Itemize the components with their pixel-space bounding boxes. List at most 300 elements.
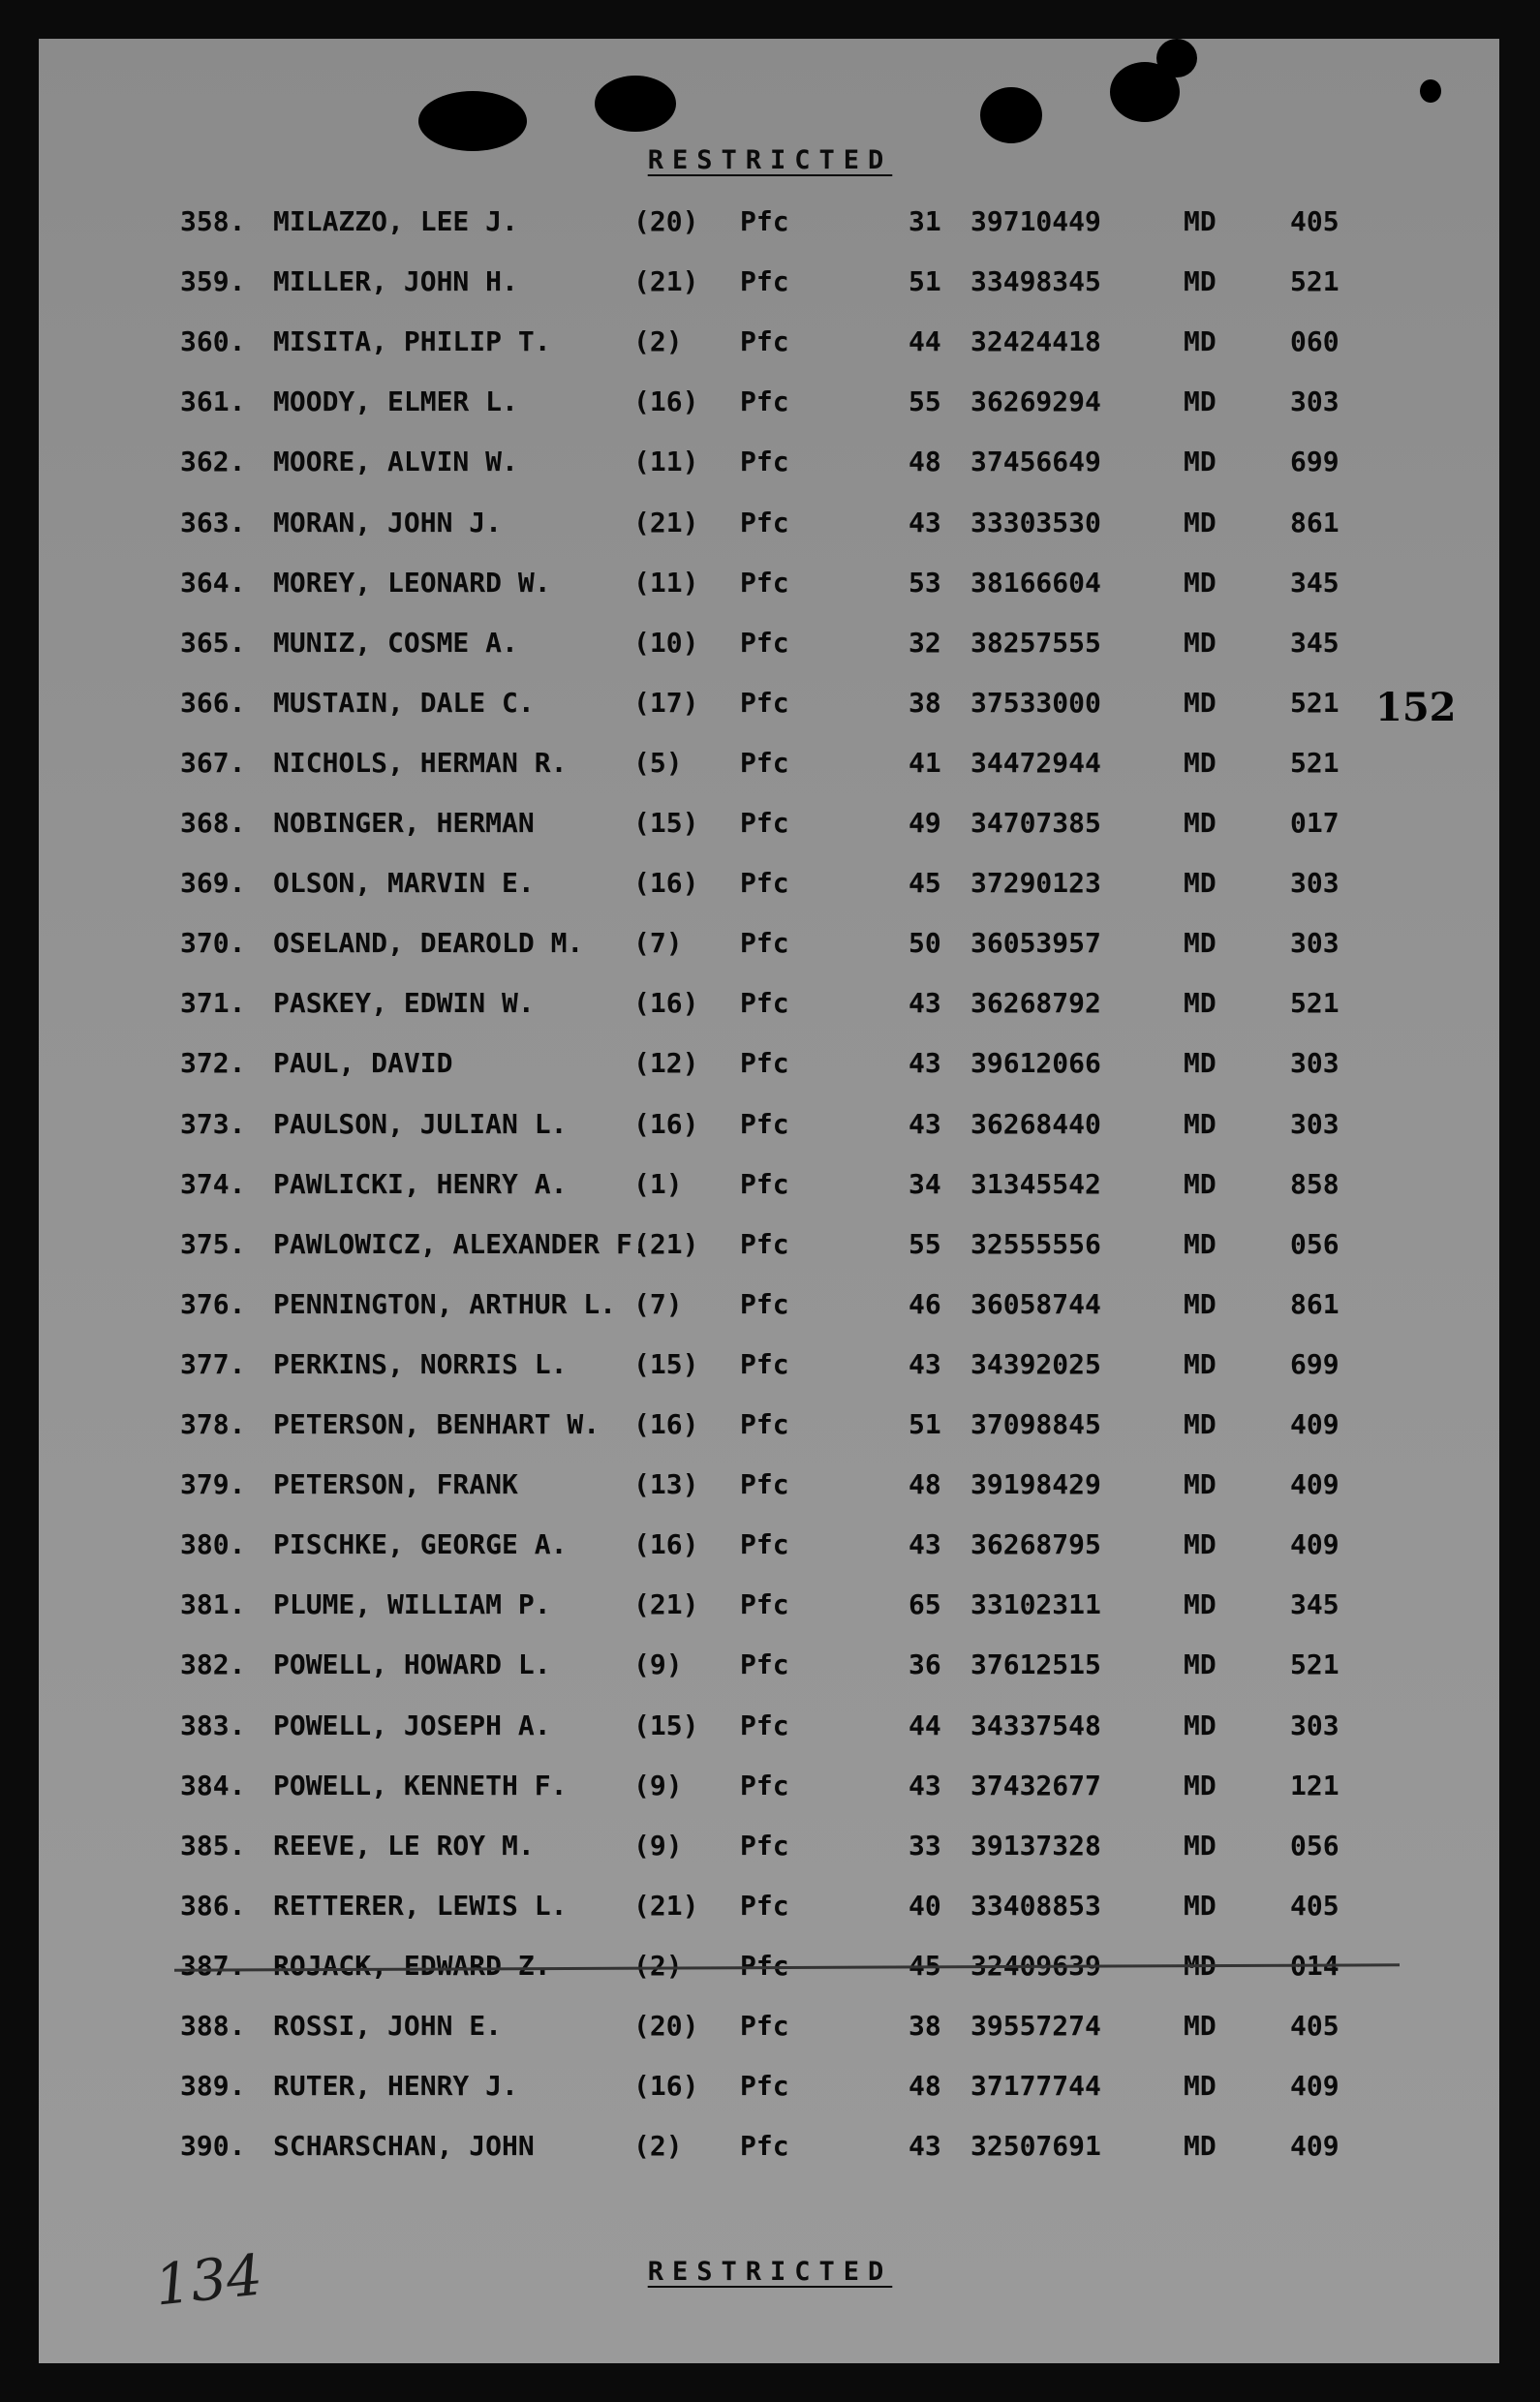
row-rank: Pfc	[740, 2070, 789, 2102]
row-rank: Pfc	[740, 446, 789, 477]
row-rank: Pfc	[740, 1770, 789, 1802]
row-name: OLSON, MARVIN E.	[273, 867, 535, 899]
row-name: PETERSON, BENHART W.	[273, 1408, 601, 1440]
row-rank: Pfc	[740, 927, 789, 959]
row-serial: 36268795	[970, 1528, 1101, 1560]
row-code: 060	[1290, 325, 1340, 357]
row-group: (5)	[633, 747, 683, 779]
row-status: MD	[1184, 1228, 1217, 1260]
row-serial: 33102311	[970, 1588, 1101, 1620]
row-number: 374.	[180, 1168, 246, 1200]
restricted-footer: RESTRICTED	[647, 2257, 893, 2287]
row-group: (15)	[633, 1709, 699, 1741]
row-name: PLUME, WILLIAM P.	[273, 1588, 551, 1620]
row-number: 385.	[180, 1830, 246, 1862]
row-status: MD	[1184, 1528, 1217, 1560]
row-rank: Pfc	[740, 627, 789, 659]
row-rank: Pfc	[740, 567, 789, 599]
row-age: 38	[909, 687, 941, 719]
row-name: NOBINGER, HERMAN	[273, 807, 535, 839]
row-serial: 36269294	[970, 385, 1101, 417]
table-row	[0, 627, 1540, 669]
row-status: MD	[1184, 205, 1217, 237]
table-row	[0, 1709, 1540, 1752]
row-group: (21)	[633, 1588, 699, 1620]
row-number: 365.	[180, 627, 246, 659]
row-group: (15)	[633, 807, 699, 839]
row-number: 369.	[180, 867, 246, 899]
row-group: (9)	[633, 1830, 683, 1862]
row-serial: 37098845	[970, 1408, 1101, 1440]
row-group: (16)	[633, 1108, 699, 1140]
row-rank: Pfc	[740, 2010, 789, 2042]
row-age: 43	[909, 2130, 941, 2162]
row-number: 358.	[180, 205, 246, 237]
row-name: NICHOLS, HERMAN R.	[273, 747, 568, 779]
row-number: 364.	[180, 567, 246, 599]
row-name: PAWLOWICZ, ALEXANDER F.	[273, 1228, 649, 1260]
row-group: (21)	[633, 1890, 699, 1922]
row-group: (2)	[633, 1950, 683, 1982]
row-code: 345	[1290, 1588, 1340, 1620]
row-serial: 33303530	[970, 507, 1101, 539]
row-serial: 39137328	[970, 1830, 1101, 1862]
row-rank: Pfc	[740, 1709, 789, 1741]
row-serial: 34392025	[970, 1348, 1101, 1380]
row-code: 303	[1290, 1108, 1340, 1140]
row-group: (17)	[633, 687, 699, 719]
row-rank: Pfc	[740, 265, 789, 297]
row-serial: 32424418	[970, 325, 1101, 357]
row-status: MD	[1184, 1047, 1217, 1079]
row-name: POWELL, JOSEPH A.	[273, 1709, 551, 1741]
row-code: 861	[1290, 507, 1340, 539]
row-name: POWELL, KENNETH F.	[273, 1770, 568, 1802]
row-serial: 34472944	[970, 747, 1101, 779]
row-age: 45	[909, 867, 941, 899]
row-status: MD	[1184, 507, 1217, 539]
row-rank: Pfc	[740, 1830, 789, 1862]
row-number: 380.	[180, 1528, 246, 1560]
row-number: 363.	[180, 507, 246, 539]
row-number: 377.	[180, 1348, 246, 1380]
row-age: 48	[909, 2070, 941, 2102]
row-group: (11)	[633, 446, 699, 477]
row-age: 65	[909, 1588, 941, 1620]
row-rank: Pfc	[740, 1348, 789, 1380]
row-number: 389.	[180, 2070, 246, 2102]
row-serial: 39710449	[970, 205, 1101, 237]
row-code: 014	[1290, 1950, 1340, 1982]
row-rank: Pfc	[740, 205, 789, 237]
row-group: (12)	[633, 1047, 699, 1079]
table-row	[0, 1830, 1540, 1872]
row-status: MD	[1184, 867, 1217, 899]
row-code: 699	[1290, 1348, 1340, 1380]
table-row	[0, 987, 1540, 1030]
row-rank: Pfc	[740, 507, 789, 539]
row-status: MD	[1184, 687, 1217, 719]
row-status: MD	[1184, 1890, 1217, 1922]
row-serial: 39612066	[970, 1047, 1101, 1079]
row-code: 345	[1290, 627, 1340, 659]
row-number: 378.	[180, 1408, 246, 1440]
row-number: 381.	[180, 1588, 246, 1620]
row-code: 056	[1290, 1830, 1340, 1862]
row-name: MORAN, JOHN J.	[273, 507, 503, 539]
row-number: 386.	[180, 1890, 246, 1922]
row-age: 41	[909, 747, 941, 779]
table-row	[0, 1047, 1540, 1090]
row-rank: Pfc	[740, 687, 789, 719]
row-group: (16)	[633, 385, 699, 417]
row-group: (7)	[633, 927, 683, 959]
row-age: 34	[909, 1168, 941, 1200]
row-code: 521	[1290, 265, 1340, 297]
row-code: 858	[1290, 1168, 1340, 1200]
row-name: PERKINS, NORRIS L.	[273, 1348, 568, 1380]
row-status: MD	[1184, 807, 1217, 839]
row-status: MD	[1184, 2010, 1217, 2042]
row-status: MD	[1184, 927, 1217, 959]
row-serial: 37177744	[970, 2070, 1101, 2102]
row-code: 303	[1290, 1709, 1340, 1741]
row-group: (16)	[633, 987, 699, 1019]
row-name: PENNINGTON, ARTHUR L.	[273, 1288, 617, 1320]
row-age: 45	[909, 1950, 941, 1982]
row-name: REEVE, LE ROY M.	[273, 1830, 535, 1862]
row-serial: 32409639	[970, 1950, 1101, 1982]
row-age: 50	[909, 927, 941, 959]
row-status: MD	[1184, 1709, 1217, 1741]
row-status: MD	[1184, 1288, 1217, 1320]
table-row	[0, 867, 1540, 909]
row-group: (2)	[633, 2130, 683, 2162]
row-code: 405	[1290, 2010, 1340, 2042]
row-group: (21)	[633, 507, 699, 539]
row-age: 43	[909, 987, 941, 1019]
row-status: MD	[1184, 1348, 1217, 1380]
row-age: 51	[909, 265, 941, 297]
row-number: 370.	[180, 927, 246, 959]
row-group: (20)	[633, 205, 699, 237]
row-name: MOODY, ELMER L.	[273, 385, 518, 417]
row-group: (2)	[633, 325, 683, 357]
row-age: 48	[909, 1468, 941, 1500]
handwritten-note: 134	[151, 2241, 265, 2319]
row-age: 36	[909, 1648, 941, 1680]
row-group: (16)	[633, 2070, 699, 2102]
row-name: PAULSON, JULIAN L.	[273, 1108, 568, 1140]
row-status: MD	[1184, 1168, 1217, 1200]
row-status: MD	[1184, 1648, 1217, 1680]
row-rank: Pfc	[740, 385, 789, 417]
row-group: (7)	[633, 1288, 683, 1320]
row-rank: Pfc	[740, 1468, 789, 1500]
row-number: 388.	[180, 2010, 246, 2042]
table-row	[0, 446, 1540, 488]
row-code: 056	[1290, 1228, 1340, 1260]
table-row	[0, 2070, 1540, 2112]
row-rank: Pfc	[740, 1047, 789, 1079]
table-row	[0, 1588, 1540, 1631]
table-row	[0, 385, 1540, 428]
row-group: (10)	[633, 627, 699, 659]
row-code: 521	[1290, 747, 1340, 779]
row-name: PAWLICKI, HENRY A.	[273, 1168, 568, 1200]
row-code: 405	[1290, 205, 1340, 237]
row-rank: Pfc	[740, 1168, 789, 1200]
table-row	[0, 2130, 1540, 2172]
row-group: (21)	[633, 1228, 699, 1260]
row-code: 303	[1290, 385, 1340, 417]
row-age: 43	[909, 1108, 941, 1140]
row-number: 373.	[180, 1108, 246, 1140]
row-rank: Pfc	[740, 1588, 789, 1620]
row-age: 43	[909, 1348, 941, 1380]
row-name: ROJACK, EDWARD Z.	[273, 1950, 551, 1982]
row-name: MUNIZ, COSME A.	[273, 627, 518, 659]
row-code: 017	[1290, 807, 1340, 839]
table-row	[0, 1168, 1540, 1211]
table-row	[0, 507, 1540, 549]
row-rank: Pfc	[740, 987, 789, 1019]
table-row	[0, 1770, 1540, 1812]
row-age: 46	[909, 1288, 941, 1320]
table-row	[0, 1890, 1540, 1932]
row-age: 53	[909, 567, 941, 599]
table-row	[0, 325, 1540, 368]
row-name: MUSTAIN, DALE C.	[273, 687, 535, 719]
row-serial: 33408853	[970, 1890, 1101, 1922]
row-serial: 37533000	[970, 687, 1101, 719]
row-code: 409	[1290, 1528, 1340, 1560]
row-number: 368.	[180, 807, 246, 839]
row-code: 345	[1290, 567, 1340, 599]
row-name: MILLER, JOHN H.	[273, 265, 518, 297]
table-row	[0, 1408, 1540, 1451]
row-number: 384.	[180, 1770, 246, 1802]
row-group: (21)	[633, 265, 699, 297]
table-row	[0, 807, 1540, 849]
row-status: MD	[1184, 747, 1217, 779]
row-age: 38	[909, 2010, 941, 2042]
row-serial: 33498345	[970, 265, 1101, 297]
row-serial: 37612515	[970, 1648, 1101, 1680]
row-status: MD	[1184, 2130, 1217, 2162]
row-serial: 36268440	[970, 1108, 1101, 1140]
row-rank: Pfc	[740, 1108, 789, 1140]
row-age: 55	[909, 1228, 941, 1260]
row-code: 409	[1290, 2130, 1340, 2162]
row-group: (16)	[633, 1408, 699, 1440]
row-code: 409	[1290, 1468, 1340, 1500]
row-name: POWELL, HOWARD L.	[273, 1648, 551, 1680]
row-serial: 37432677	[970, 1770, 1101, 1802]
row-status: MD	[1184, 1588, 1217, 1620]
row-number: 367.	[180, 747, 246, 779]
row-number: 375.	[180, 1228, 246, 1260]
row-rank: Pfc	[740, 1890, 789, 1922]
row-number: 359.	[180, 265, 246, 297]
row-name: RUTER, HENRY J.	[273, 2070, 518, 2102]
row-name: ROSSI, JOHN E.	[273, 2010, 503, 2042]
row-rank: Pfc	[740, 1528, 789, 1560]
row-number: 387.	[180, 1950, 246, 1982]
row-status: MD	[1184, 567, 1217, 599]
row-code: 409	[1290, 2070, 1340, 2102]
row-code: 861	[1290, 1288, 1340, 1320]
row-age: 44	[909, 325, 941, 357]
table-row	[0, 1528, 1540, 1571]
row-status: MD	[1184, 446, 1217, 477]
row-status: MD	[1184, 325, 1217, 357]
row-group: (16)	[633, 1528, 699, 1560]
row-serial: 39557274	[970, 2010, 1101, 2042]
row-rank: Pfc	[740, 1648, 789, 1680]
row-serial: 36058744	[970, 1288, 1101, 1320]
row-serial: 32555556	[970, 1228, 1101, 1260]
row-serial: 36053957	[970, 927, 1101, 959]
row-number: 383.	[180, 1709, 246, 1741]
row-status: MD	[1184, 987, 1217, 1019]
row-rank: Pfc	[740, 1288, 789, 1320]
row-group: (1)	[633, 1168, 683, 1200]
row-name: PAUL, DAVID	[273, 1047, 453, 1079]
row-status: MD	[1184, 385, 1217, 417]
row-status: MD	[1184, 627, 1217, 659]
row-status: MD	[1184, 265, 1217, 297]
row-name: PETERSON, FRANK	[273, 1468, 518, 1500]
row-age: 48	[909, 446, 941, 477]
row-age: 49	[909, 807, 941, 839]
table-row	[0, 1648, 1540, 1691]
row-number: 366.	[180, 687, 246, 719]
row-serial: 38257555	[970, 627, 1101, 659]
row-rank: Pfc	[740, 1408, 789, 1440]
row-code: 699	[1290, 446, 1340, 477]
row-number: 362.	[180, 446, 246, 477]
table-row	[0, 265, 1540, 308]
row-age: 32	[909, 627, 941, 659]
row-group: (16)	[633, 867, 699, 899]
row-rank: Pfc	[740, 747, 789, 779]
row-name: PISCHKE, GEORGE A.	[273, 1528, 568, 1560]
row-group: (9)	[633, 1648, 683, 1680]
row-code: 521	[1290, 987, 1340, 1019]
row-code: 303	[1290, 927, 1340, 959]
row-serial: 36268792	[970, 987, 1101, 1019]
row-code: 405	[1290, 1890, 1340, 1922]
row-status: MD	[1184, 1830, 1217, 1862]
row-code: 303	[1290, 867, 1340, 899]
row-status: MD	[1184, 1108, 1217, 1140]
row-number: 379.	[180, 1468, 246, 1500]
row-name: RETTERER, LEWIS L.	[273, 1890, 568, 1922]
row-age: 51	[909, 1408, 941, 1440]
table-row	[0, 687, 1540, 729]
row-code: 409	[1290, 1408, 1340, 1440]
row-code: 521	[1290, 1648, 1340, 1680]
row-rank: Pfc	[740, 867, 789, 899]
row-serial: 34707385	[970, 807, 1101, 839]
table-row	[0, 1108, 1540, 1151]
row-age: 44	[909, 1709, 941, 1741]
row-age: 31	[909, 205, 941, 237]
row-group: (11)	[633, 567, 699, 599]
row-name: MOORE, ALVIN W.	[273, 446, 518, 477]
row-age: 43	[909, 1528, 941, 1560]
row-status: MD	[1184, 1468, 1217, 1500]
table-row	[0, 1348, 1540, 1391]
row-code: 303	[1290, 1047, 1340, 1079]
row-code: 521	[1290, 687, 1340, 719]
row-code: 121	[1290, 1770, 1340, 1802]
row-name: PASKEY, EDWIN W.	[273, 987, 535, 1019]
row-name: MISITA, PHILIP T.	[273, 325, 551, 357]
table-row	[0, 1468, 1540, 1511]
row-number: 376.	[180, 1288, 246, 1320]
row-serial: 38166604	[970, 567, 1101, 599]
row-status: MD	[1184, 1950, 1217, 1982]
row-name: MOREY, LEONARD W.	[273, 567, 551, 599]
row-number: 360.	[180, 325, 246, 357]
row-status: MD	[1184, 2070, 1217, 2102]
row-group: (20)	[633, 2010, 699, 2042]
table-row	[0, 1228, 1540, 1271]
row-number: 361.	[180, 385, 246, 417]
row-rank: Pfc	[740, 1950, 789, 1982]
table-row	[0, 927, 1540, 970]
row-age: 43	[909, 507, 941, 539]
row-status: MD	[1184, 1408, 1217, 1440]
row-rank: Pfc	[740, 2130, 789, 2162]
row-number: 371.	[180, 987, 246, 1019]
page-number: 152	[1375, 685, 1457, 730]
row-serial: 37290123	[970, 867, 1101, 899]
row-group: (15)	[633, 1348, 699, 1380]
row-age: 43	[909, 1770, 941, 1802]
row-name: SCHARSCHAN, JOHN	[273, 2130, 535, 2162]
row-age: 43	[909, 1047, 941, 1079]
row-age: 40	[909, 1890, 941, 1922]
row-serial: 31345542	[970, 1168, 1101, 1200]
row-rank: Pfc	[740, 807, 789, 839]
row-number: 390.	[180, 2130, 246, 2162]
row-serial: 32507691	[970, 2130, 1101, 2162]
row-group: (9)	[633, 1770, 683, 1802]
row-number: 372.	[180, 1047, 246, 1079]
row-rank: Pfc	[740, 1228, 789, 1260]
table-row	[0, 747, 1540, 789]
table-row	[0, 1288, 1540, 1331]
row-status: MD	[1184, 1770, 1217, 1802]
row-serial: 39198429	[970, 1468, 1101, 1500]
restricted-header: RESTRICTED	[647, 145, 893, 175]
row-name: OSELAND, DEAROLD M.	[273, 927, 584, 959]
table-row	[0, 205, 1540, 248]
table-row	[0, 567, 1540, 609]
row-number: 382.	[180, 1648, 246, 1680]
row-name: MILAZZO, LEE J.	[273, 205, 518, 237]
row-serial: 37456649	[970, 446, 1101, 477]
row-group: (13)	[633, 1468, 699, 1500]
row-rank: Pfc	[740, 325, 789, 357]
row-age: 55	[909, 385, 941, 417]
table-row	[0, 2010, 1540, 2052]
row-age: 33	[909, 1830, 941, 1862]
row-serial: 34337548	[970, 1709, 1101, 1741]
